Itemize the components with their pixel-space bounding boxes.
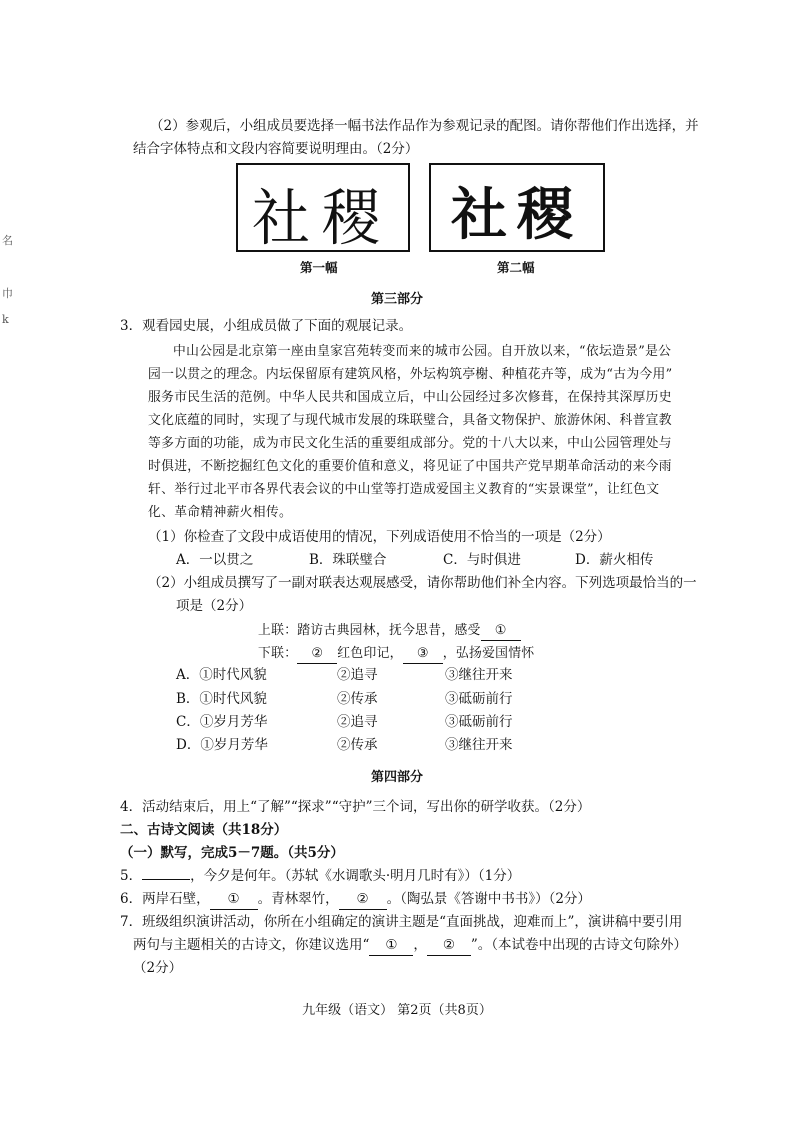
couplet-blank-1: ① (481, 621, 521, 641)
q3-1-option-b: B．珠联璧合 (309, 552, 387, 568)
q2-prompt-line2: 结合字体特点和文段内容简要说明理由。（2分） (133, 141, 419, 157)
couplet-upper (258, 621, 521, 641)
q3-2-prompt-line1: （2）小组成员撰写了一副对联表达观展感受，请你帮助他们补全内容。下列选项最恰当的一 (148, 575, 697, 591)
calligraphy-image-1 (236, 163, 410, 252)
calligraphy-seal-script: 社稷 (252, 182, 393, 254)
margin-mark: 名 (2, 234, 13, 247)
section2-1-heading: （一）默写，完成5－7题。（共5分） (120, 845, 344, 861)
q3-1-prompt: （1）你检查了文段中成语使用的情况，下列成语使用不恰当的一项是（2分） (148, 529, 611, 545)
q7-line3: （2分） (133, 960, 183, 976)
part4-title: 第四部分 (370, 770, 423, 785)
q5-blank[interactable] (142, 879, 190, 880)
q3-2-option-b-2: ②传承 (337, 691, 378, 707)
q3-1-option-c: C．与时俱进 (443, 552, 521, 568)
margin-mark: 巾 (2, 287, 13, 300)
q6-blank-1[interactable]: ① (210, 890, 258, 910)
q3-2-option-d-3: ③继往开来 (445, 737, 513, 753)
couplet-lower (258, 644, 534, 664)
q3-2-option-c-2: ②追寻 (337, 714, 378, 730)
q6-text-3: 。（陶弘景《答谢中书书》）（2分） (386, 891, 591, 907)
calligraphy-image-2 (429, 163, 605, 252)
couplet-lower-mid: 红色印记， (337, 646, 403, 661)
image-caption-1: 第一幅 (300, 260, 338, 275)
q7-line1: 7．班级组织演讲活动，你所在小组确定的演讲主题是“直面挑战，迎难而上”，演讲稿中要引用 (120, 914, 683, 930)
passage-line: 园一以贯之的理念。内坛保留原有建筑风格，外坛构筑亭榭、种植花卉等，成为“古为今用” (148, 367, 673, 382)
q3-2-option-a-3: ③继往开来 (445, 667, 513, 683)
couplet-blank-2: ② (297, 644, 337, 664)
passage-line: 轩、举行过北平市各界代表会议的中山堂等打造成爱国主义教育的“实景课堂”，让红色文 (148, 482, 660, 497)
q7-line2-post: ”。（本试卷中出现的古诗文句除外） (470, 937, 688, 953)
couplet-lower-label: 下联： (258, 646, 298, 661)
q2-prompt-line1: （2）参观后，小组成员要选择一幅书法作品作为参观记录的配图。请你帮他们作出选择，并 (150, 118, 699, 134)
q3-2-option-a-1: A．①时代风貌 (176, 667, 267, 683)
q6-blank-2[interactable]: ② (339, 890, 387, 910)
q3-2-option-c-1: C．①岁月芳华 (176, 714, 268, 730)
passage-line: 服务市民生活的范例。中华人民共和国成立后，中山公园经过多次修葺，在保持其深厚历史 (148, 390, 672, 405)
section2-heading: 二、古诗文阅读（共18分） (120, 822, 288, 838)
margin-mark: k (2, 313, 9, 326)
image-caption-2: 第二幅 (497, 260, 535, 275)
q5 (120, 867, 520, 886)
calligraphy-clerical-script: 社稷 (451, 182, 583, 248)
part3-title: 第三部分 (370, 292, 423, 307)
q6 (120, 890, 591, 910)
q3-1-option-d: D．薪火相传 (575, 552, 654, 568)
q3-1-option-a: A．一以贯之 (176, 552, 254, 568)
q7-line2-text: 两句与主题相关的古诗文，你建议选用“ (133, 937, 370, 953)
page-footer: 九年级（语文） 第2页（共8页） (302, 1003, 492, 1018)
q3-2-prompt-line2: 项是（2分） (176, 598, 253, 614)
passage-line: 时俱进，不断挖掘红色文化的重要价值和意义，将见证了中国共产党早期革命活动的来今雨 (148, 459, 672, 474)
passage-line: 化、革命精神薪火相传。 (148, 505, 293, 520)
passage-line: 等多方面的功能，成为市民文化生活的重要组成部分。党的十八大以来，中山公园管理处与 (148, 436, 672, 451)
q3-2-option-c-3: ③砥砺前行 (445, 714, 513, 730)
q4-prompt: 4．活动结束后，用上“了解”“探求”“守护”三个词，写出你的研学收获。（2分） (120, 799, 591, 815)
q5-number: 5． (120, 868, 143, 884)
q7-line2 (133, 936, 687, 956)
q3-intro: 3．观看园史展，小组成员做了下面的观展记录。 (120, 318, 413, 334)
passage-line: 中山公园是北京第一座由皇家宫苑转变而来的城市公园。自开放以来，“依坛造景”是公 (173, 344, 672, 359)
q3-2-option-b-3: ③砥砺前行 (445, 691, 513, 707)
couplet-blank-3: ③ (403, 644, 443, 664)
q6-text-2: 。青林翠竹， (257, 891, 339, 907)
q5-text: ，今夕是何年。（苏轼《水调歌头·明月几时有》）（1分） (190, 868, 521, 884)
q3-2-option-a-2: ②追寻 (337, 667, 378, 683)
q3-2-option-b-1: B．①时代风貌 (176, 691, 267, 707)
couplet-lower-post: ，弘扬爱国情怀 (442, 646, 535, 661)
q3-2-option-d-2: ②传承 (337, 737, 378, 753)
q6-text-1: 6．两岸石壁， (120, 891, 210, 907)
couplet-upper-text: 上联：踏访古典园林，抚今思昔，感受 (258, 623, 481, 638)
q7-blank-2[interactable]: ② (427, 936, 471, 956)
passage-line: 文化底蕴的同时，实现了与现代城市发展的珠联璧合，具备文物保护、旅游休闲、科普宣教 (148, 413, 672, 428)
q7-blank-1[interactable]: ① (369, 936, 413, 956)
q3-2-option-d-1: D．①岁月芳华 (176, 737, 268, 753)
q7-comma: ， (413, 937, 427, 953)
